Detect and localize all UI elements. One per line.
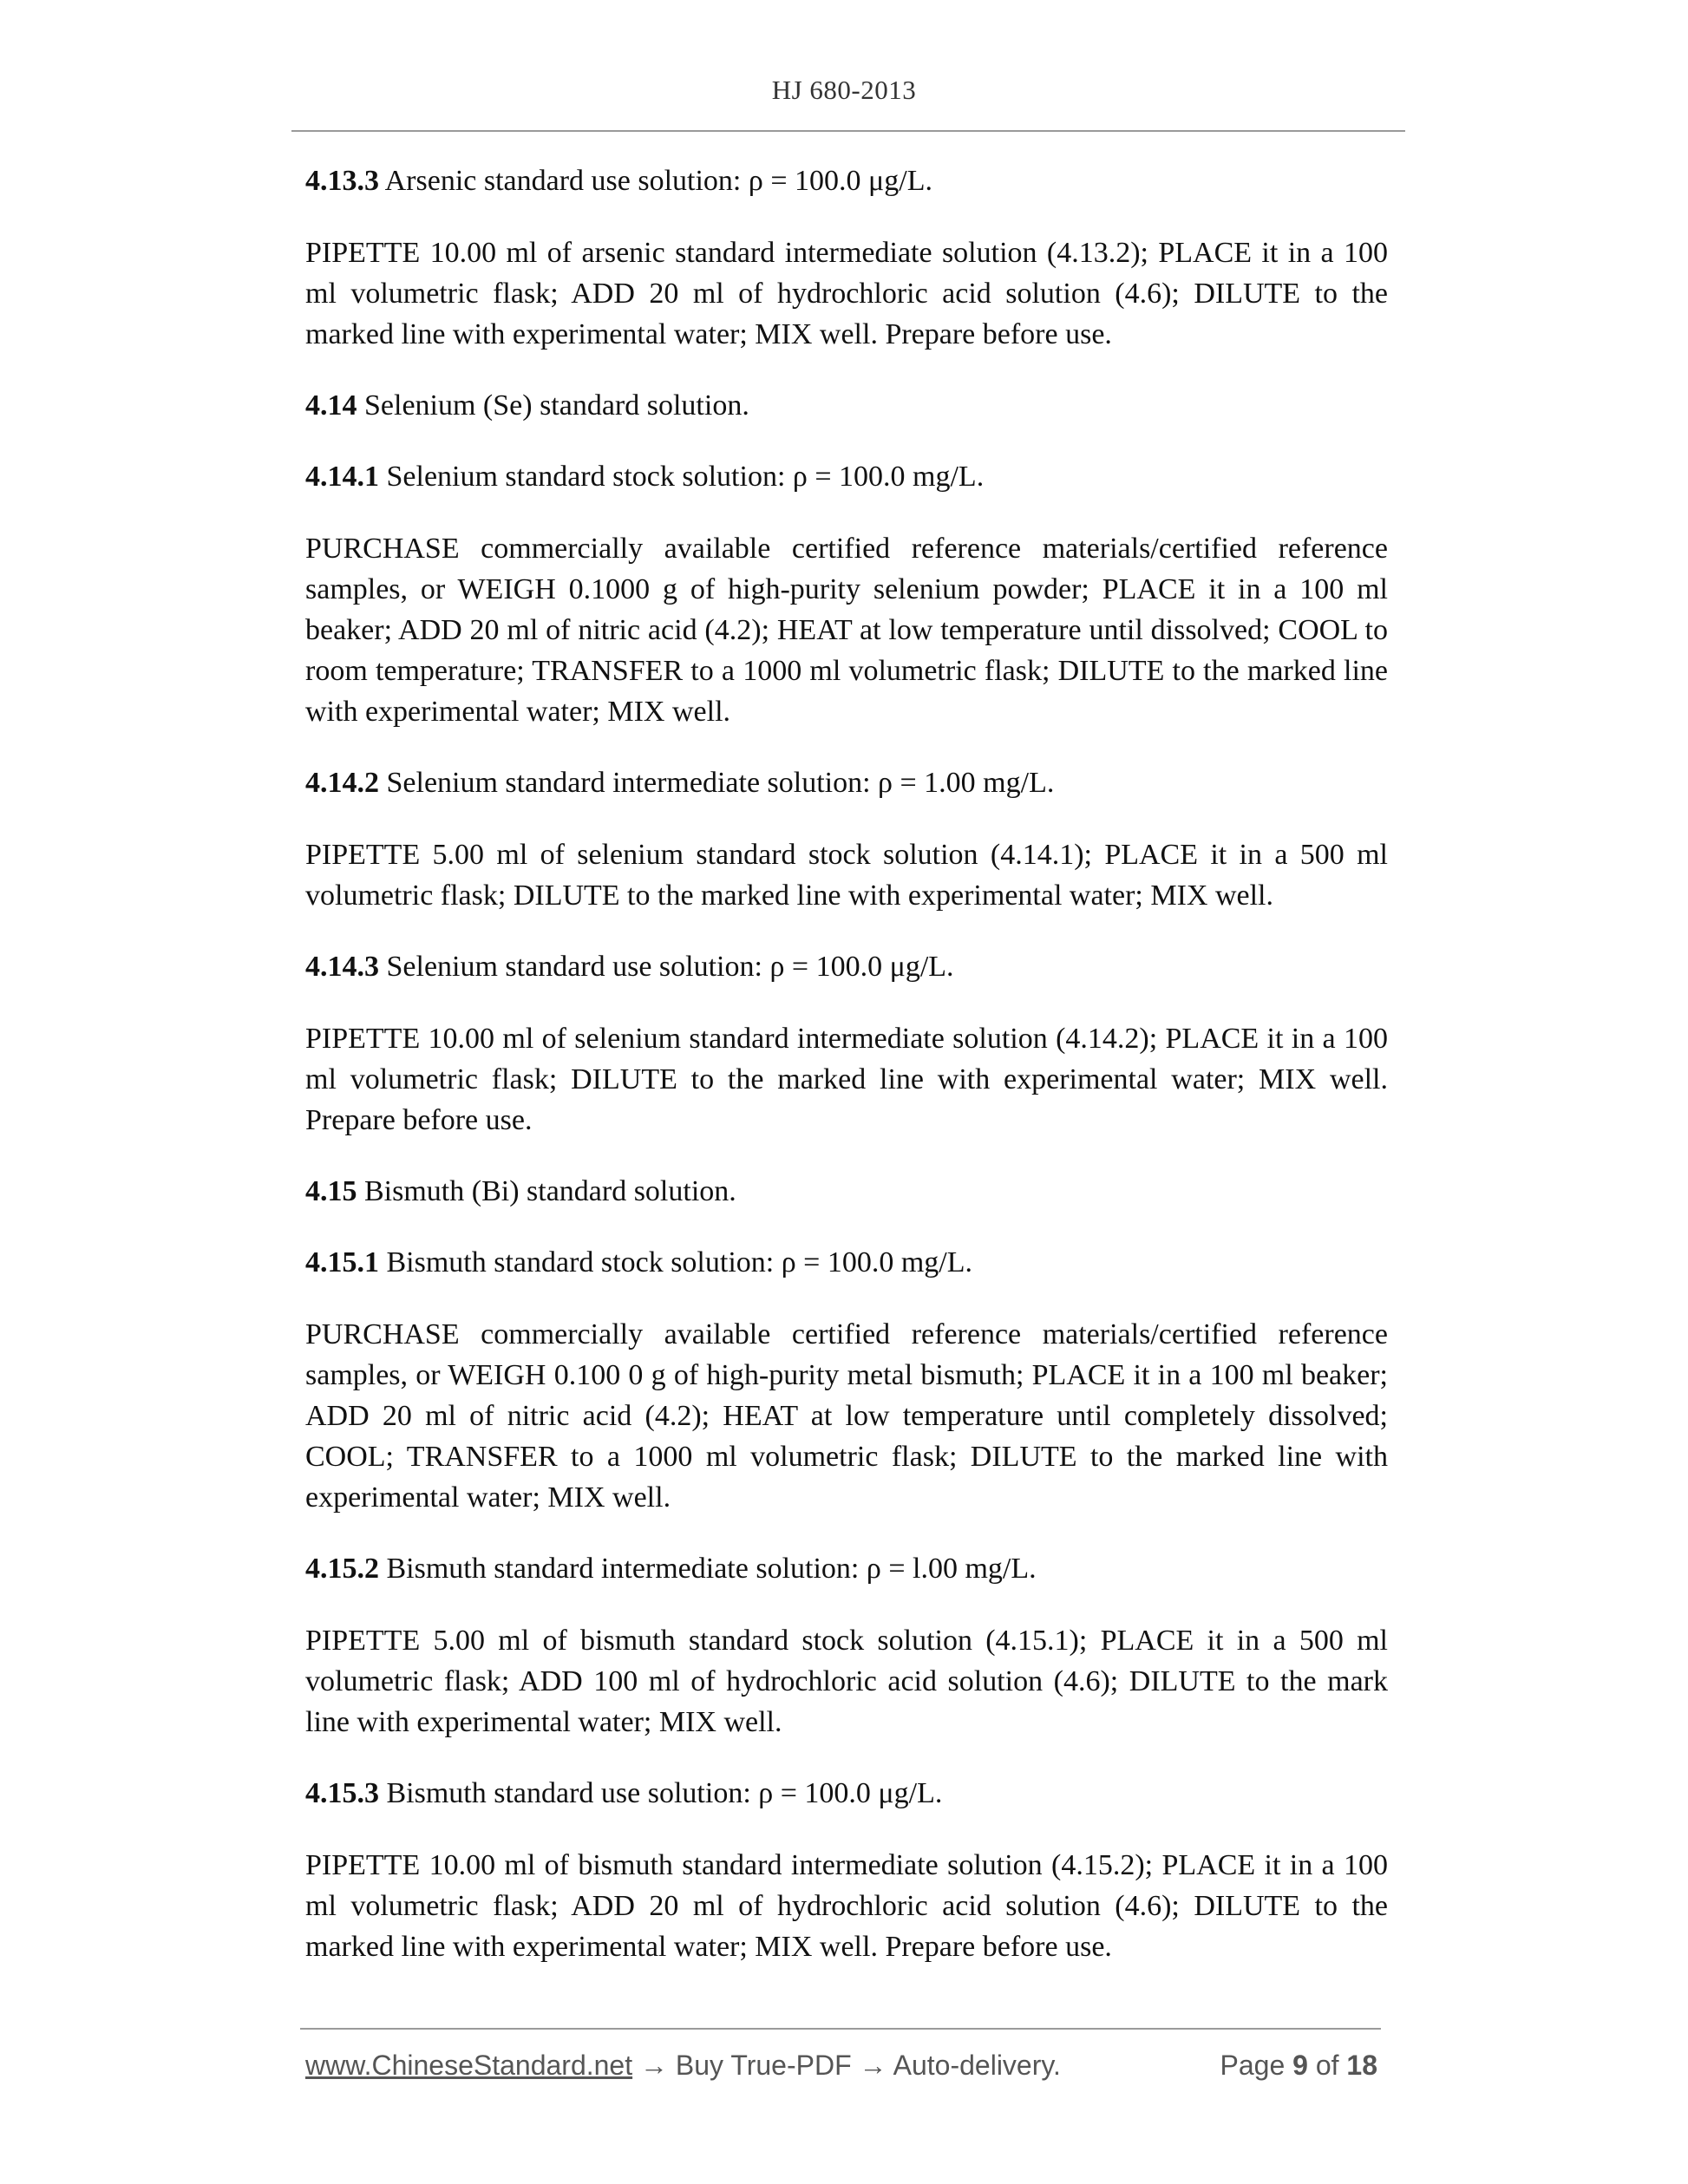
section-title: Selenium standard stock solution: ρ = 100.0 mg/L. (379, 461, 985, 493)
section-number: 4.14.2 (305, 767, 379, 799)
paragraph: PIPETTE 5.00 ml of selenium standard stock solution (4.14.1); PLACE it in a 500 ml volumetric flask; DILUTE to the marked line with experimental water; MIX well. (305, 839, 1388, 912)
section-title: Selenium standard use solution: ρ = 100.0 μg/L. (379, 951, 954, 983)
section-title: Arsenic standard use solution: ρ = 100.0 μg/L. (379, 165, 932, 197)
section-title: Bismuth standard stock solution: ρ = 100.0 mg/L. (379, 1246, 973, 1278)
section-number: 4.15 (305, 1175, 357, 1207)
promo-text: → Buy True-PDF → Auto-delivery. (632, 2050, 1061, 2081)
page-of-label: of (1315, 2050, 1339, 2081)
document-code-header: HJ 680-2013 (771, 75, 917, 105)
paragraph: PURCHASE commercially available certified reference materials/certified reference samples, or WEIGH 0.1000 g of high-purity selenium powder; PLACE it in a 100 ml beaker; ADD 20 ml of nitric acid (4.2); HEAT at low temperature until dissolved; COOL to room temperature; TRANSFER to a 1000 ml volumetric flask; DILUTE to the marked line with experimental water; MIX well. (305, 533, 1388, 728)
section-heading-4-15 (305, 1172, 1388, 1212)
section-number: 4.14.3 (305, 951, 379, 983)
footer-divider (300, 2028, 1381, 2030)
section-number: 4.15.1 (305, 1246, 379, 1278)
section-heading-4-14 (305, 386, 1388, 426)
section-number: 4.15.3 (305, 1777, 379, 1809)
section-number: 4.15.2 (305, 1553, 379, 1585)
page-label: Page (1220, 2050, 1286, 2081)
page-total: 18 (1346, 2050, 1377, 2081)
section-heading-4-15-1 (305, 1243, 1388, 1283)
header-divider (291, 130, 1405, 132)
paragraph: PIPETTE 10.00 ml of bismuth standard intermediate solution (4.15.2); PLACE it in a 100 ml volumetric flask; ADD 20 ml of hydrochloric acid solution (4.6); DILUTE to the marked line with experimental water; MIX well. Prepare before use. (305, 1849, 1388, 1963)
page-current: 9 (1292, 2050, 1308, 2081)
page-footer (305, 2050, 1388, 2082)
section-heading-4-15-2 (305, 1549, 1388, 1589)
paragraph: PIPETTE 5.00 ml of bismuth standard stock solution (4.15.1); PLACE it in a 500 ml volumetric flask; ADD 100 ml of hydrochloric acid solution (4.6); DILUTE to the mark line with experimental water; MIX well. (305, 1625, 1388, 1738)
section-number: 4.14 (305, 389, 357, 422)
section-title: Bismuth standard use solution: ρ = 100.0 μg/L. (379, 1777, 943, 1809)
section-number: 4.13.3 (305, 165, 379, 197)
document-body (305, 161, 1388, 1998)
section-heading-4-15-3 (305, 1774, 1388, 1814)
section-title: Bismuth (Bi) standard solution. (357, 1175, 736, 1207)
section-heading-4-14-3 (305, 947, 1388, 987)
section-heading-4-14-2 (305, 763, 1388, 803)
section-heading-4-14-1 (305, 457, 1388, 497)
section-title: Bismuth standard intermediate solution: ρ = l.00 mg/L. (379, 1553, 1037, 1585)
paragraph: PIPETTE 10.00 ml of selenium standard intermediate solution (4.14.2); PLACE it in a 100 ml volumetric flask; DILUTE to the marked line with experimental water; MIX well. Prepare before use. (305, 1023, 1388, 1136)
section-title: Selenium standard intermediate solution: ρ = 1.00 mg/L. (379, 767, 1055, 799)
paragraph: PURCHASE commercially available certified reference materials/certified reference samples, or WEIGH 0.100 0 g of high-purity metal bismuth; PLACE it in a 100 ml beaker; ADD 20 ml of nitric acid (4.2); HEAT at low temperature until completely dissolved; COOL; TRANSFER to a 1000 ml volumetric flask; DILUTE to the marked line with experimental water; MIX well. (305, 1318, 1388, 1514)
section-number: 4.14.1 (305, 461, 379, 493)
paragraph: PIPETTE 10.00 ml of arsenic standard intermediate solution (4.13.2); PLACE it in a 100 ml volumetric flask; ADD 20 ml of hydrochloric acid solution (4.6); DILUTE to the marked line with experimental water; MIX well. Prepare before use. (305, 237, 1388, 350)
page-indicator (1220, 2050, 1377, 2082)
website-link[interactable]: www.ChineseStandard.net (305, 2050, 633, 2081)
section-heading-4-13-3 (305, 161, 1388, 201)
section-title: Selenium (Se) standard solution. (357, 389, 749, 422)
